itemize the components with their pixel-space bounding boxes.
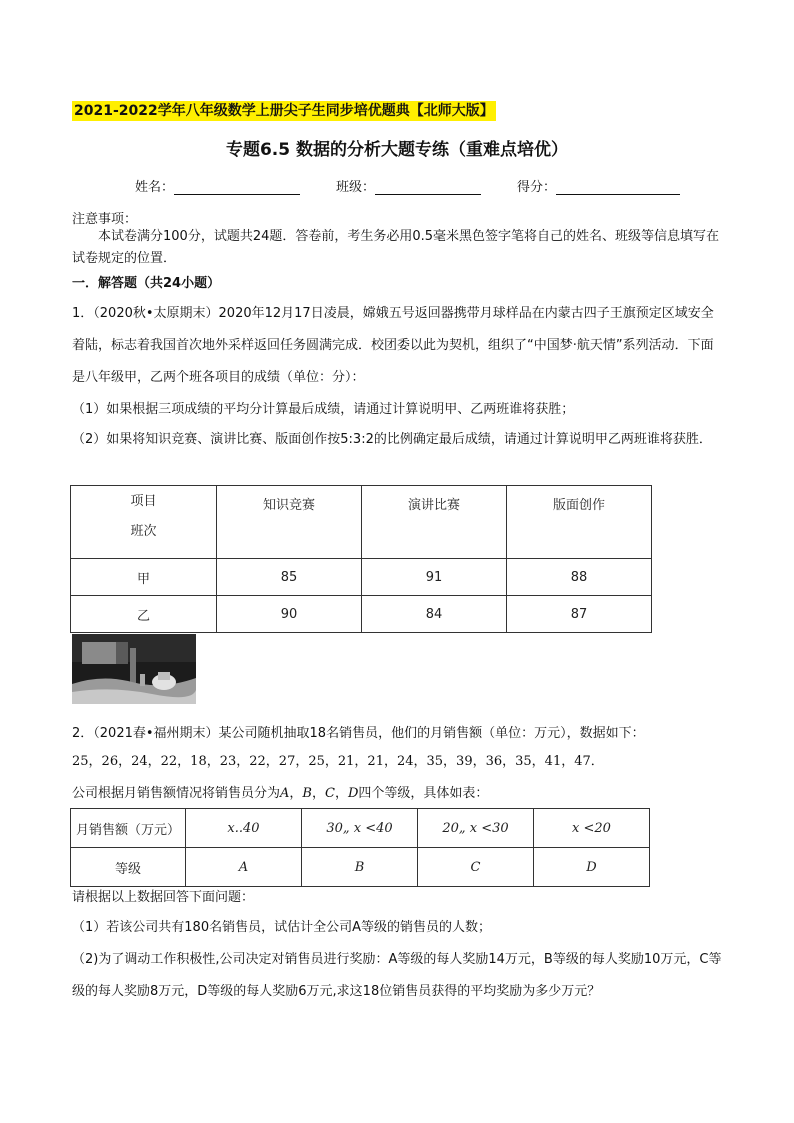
score-blank[interactable] bbox=[556, 180, 680, 195]
table-row bbox=[71, 809, 650, 848]
name-label: 姓名： bbox=[135, 180, 175, 195]
grade-cell: A bbox=[186, 848, 302, 887]
page-title: 专题6.5 数据的分析大题专练（重难点培优） bbox=[225, 140, 569, 160]
grade-d-label: D bbox=[347, 786, 359, 801]
table-header-cell: 演讲比赛 bbox=[362, 486, 507, 559]
corner-top-label: 项目 bbox=[130, 494, 157, 509]
q2-stem: 2．（2021春•福州期末）某公司随机抽取18名销售员，他们的月销售额（单位：万元），数据如下： bbox=[72, 726, 645, 741]
series-banner: 2021-2022学年八年级数学上册尖子生同步培优题典【北师大版】 bbox=[74, 103, 494, 119]
class-label: 班级： bbox=[336, 180, 376, 195]
row-label-cell: 乙 bbox=[71, 596, 217, 633]
row-label-cell: 等级 bbox=[71, 848, 186, 887]
score-label: 得分： bbox=[517, 180, 557, 195]
q1-part2: （2）如果将知识竞赛、演讲比赛、版面创作按5:3:2的比例确定最后成绩，请通过计算说明甲乙两班谁将获胜． bbox=[72, 432, 712, 447]
row-label-cell: 月销售额（万元） bbox=[71, 809, 186, 848]
class-blank[interactable] bbox=[375, 180, 481, 195]
corner-bottom-label: 班次 bbox=[130, 524, 157, 539]
class-field bbox=[336, 176, 481, 195]
notice-label: 注意事项： bbox=[72, 212, 138, 227]
range-cell: x..40 bbox=[186, 809, 302, 848]
q2-part2: （2)为了调动工作积极性,公司决定对销售员进行奖励：A等级的每人奖励14万元，B等级的每人奖励10万元，C等级的每人奖励8万元，D等级的每人奖励6万元,求这18位销售员获得的平均奖励为多少万元？ bbox=[72, 952, 722, 999]
range-cell: 30„ x <40 bbox=[302, 809, 418, 848]
q2-prompt: 请根据以上数据回答下面问题： bbox=[72, 890, 255, 905]
section-title: 一．解答题（共24小题） bbox=[72, 276, 221, 291]
table-row bbox=[71, 596, 652, 633]
table-header-cell: 知识竞赛 bbox=[217, 486, 362, 559]
q1-score-table bbox=[70, 485, 652, 633]
grade-a-label: A bbox=[280, 786, 290, 801]
range-cell: 20„ x <30 bbox=[418, 809, 534, 848]
table-corner-cell bbox=[71, 486, 217, 559]
table-cell: 88 bbox=[507, 559, 652, 596]
landing-photo-graphic bbox=[72, 634, 196, 704]
grade-b-label: B bbox=[302, 786, 312, 801]
table-cell: 90 bbox=[217, 596, 362, 633]
table-row bbox=[71, 848, 650, 887]
chang-e-landing-photo bbox=[72, 634, 196, 704]
name-field bbox=[135, 176, 300, 195]
student-info-fields bbox=[135, 176, 680, 195]
q2-part1: （1）若该公司共有180名销售员，试估计全公司A等级的销售员的人数； bbox=[72, 920, 491, 935]
table-cell: 84 bbox=[362, 596, 507, 633]
table-header-cell: 版面创作 bbox=[507, 486, 652, 559]
table-cell: 91 bbox=[362, 559, 507, 596]
grade-cell: C bbox=[418, 848, 534, 887]
grade-cell: D bbox=[534, 848, 650, 887]
table-header-row bbox=[71, 486, 652, 559]
q2-grade-table bbox=[70, 808, 650, 887]
q1-part1: （1）如果根据三项成绩的平均分计算最后成绩，请通过计算说明甲、乙两班谁将获胜； bbox=[72, 402, 575, 417]
range-cell: x <20 bbox=[534, 809, 650, 848]
grade-cell: B bbox=[302, 848, 418, 887]
q2-grading-intro: 公司根据月销售额情况将销售员分为A，B，C，D四个等级，具体如表： bbox=[72, 786, 489, 801]
notice-text: 本试卷满分100分，试题共24题．答卷前，考生务必用0.5毫米黑色签字笔将自己的姓名、班级等信息填写在试卷规定的位置． bbox=[72, 229, 720, 266]
q1-stem: 1．（2020秋•太原期末）2020年12月17日凌晨，嫦娥五号返回器携带月球样品在内蒙古四子王旗预定区域安全着陆，标志着我国首次地外采样返回任务圆满完成．校团委以此为契机，组织了“中国梦·航天情”系列活动．下面是八年级甲，乙两个班各项目的成绩（单位：分）： bbox=[72, 306, 714, 385]
row-label-cell: 甲 bbox=[71, 559, 217, 596]
score-field bbox=[517, 176, 680, 195]
table-cell: 87 bbox=[507, 596, 652, 633]
table-cell: 85 bbox=[217, 559, 362, 596]
grade-c-label: C bbox=[325, 786, 335, 801]
name-blank[interactable] bbox=[174, 180, 300, 195]
table-row bbox=[71, 559, 652, 596]
q2-data: 25，26，24，22，18，23，22，27，25，21，21，24，35，39，36，35，41，47． bbox=[72, 754, 604, 769]
